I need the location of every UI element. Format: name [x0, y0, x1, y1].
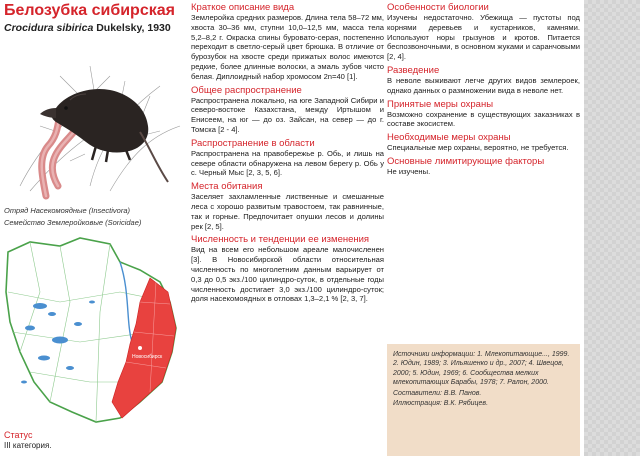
- section-heading: Численность и тенденции ее изменения: [191, 234, 370, 246]
- illustrator-credit: Иллюстрация: В.К. Рябицев.: [393, 400, 489, 408]
- section-heading: Распространение в области: [191, 137, 315, 149]
- taxon-family: Семейство Землеройковые (Soricidae): [4, 218, 142, 227]
- shrew-illustration: [0, 36, 188, 204]
- section-body: Распространена локально, на юге Западной Сибири и северо-востоке Казахстана, между Иртышом и Енисеем, на юг — до оз. Зайсан, на север — до г. Томска [2 - 4].: [191, 95, 384, 134]
- section-body: Специальные мер охраны, вероятно, не требуется.: [387, 143, 569, 153]
- section-body: Заселяет захламленные лиственные и смешанные леса с хорошо развитым травостоем, так равнинные, так и горные. Предпочитает опушки лесов и долины рек [2, 5].: [191, 192, 384, 231]
- sources-box: [387, 344, 580, 456]
- section-protection-taken: [387, 99, 580, 130]
- city-marker: [138, 346, 142, 350]
- section-description: [191, 2, 384, 82]
- section-body: Распространена на правобережье р. Обь, и лишь на севере области обнаружена на левом берегу р. Обь у с. Черный Мыс [2, 3, 5, 6].: [191, 148, 384, 178]
- section-regional-distribution: [191, 138, 384, 178]
- section-body: В неволе выживают легче других видов землероек, однако данных о размножении вида в неволе нет.: [387, 75, 580, 95]
- sources-text: Источники информации: 1. Млекопитающие..., 1999. 2. Юдин, 1989; 3. Ильяшенко и др., 2007; 4. Швецов, 2000; 5. Юдин, 1969; 6. Сообщества мелких млекопитающих Барабы, 1978; 7. Ралон, 2000.: [393, 351, 570, 387]
- section-heading: Основные лимитирующие факторы: [387, 155, 545, 167]
- section-breeding: [387, 65, 580, 96]
- section-limiting-factors: [387, 156, 580, 177]
- distribution-map: [0, 232, 188, 432]
- section-body: Возможно сохранение в существующих заказниках в составе экосистем.: [387, 109, 580, 129]
- section-heading: Места обитания: [191, 181, 263, 193]
- section-heading: Принятые меры охраны: [387, 98, 494, 110]
- section-heading: Разведение: [387, 64, 440, 76]
- section-body: Вид на всем его небольшом ареале малочисленен [3]. В Новосибирской области относительная численность по многолетним данным варьирует от 0,3 до 0,5 экз./100 цилиндро-суток, в отдельные годы численность достигает 3,0 экз./100 цилиндро-суток; доля насекомоядных в отловах 1,3–2,1 % [2, 3, 7].: [191, 245, 384, 304]
- shrew: [40, 89, 168, 182]
- section-general-distribution: [191, 85, 384, 135]
- section-body: Не изучены.: [387, 166, 431, 176]
- status-heading: Статус: [4, 430, 33, 440]
- sources-text-block: [393, 350, 575, 408]
- left-column: [0, 0, 188, 456]
- species-title: Белозубка сибирская: [4, 2, 175, 19]
- taxon-order: Отряд Насекомоядные (Insectivora): [4, 206, 131, 215]
- section-biology: [387, 2, 580, 62]
- species-latin-name: [4, 22, 188, 35]
- section-heading: Краткое описание вида: [191, 2, 295, 13]
- section-protection-needed: [387, 132, 580, 153]
- section-body: Изучены недостаточно. Убежища — пустоты под корнями деревьев и кустарников, камнями. Используют норы грызунов и кротов. Питается беспозвоночными, в основном жуками и саранчовыми [2, 4].: [387, 13, 580, 62]
- section-heading: Особенности биологии: [387, 2, 489, 13]
- latin-binomial: Crocidura sibirica: [4, 22, 94, 34]
- status-value: III категория.: [4, 441, 52, 450]
- section-habitat: [191, 181, 384, 231]
- section-population: [191, 234, 384, 304]
- section-heading: Общее распространение: [191, 84, 302, 96]
- compiler-credit: Составители: В.В. Панов.: [393, 389, 482, 397]
- latin-author: Dukelsky, 1930: [96, 22, 171, 34]
- middle-column: [191, 0, 384, 456]
- city-label: Новосибирск: [132, 354, 163, 360]
- section-body: Землеройка средних размеров. Длина тела 58–72 мм, хвоста 30–36 мм, ступни 10,0–12,5 мм, масса тела 5,2–8,2 г. Окраска спины буровато-серая, постепенно переходит в светло-серый цвет брюшка. В отличие от бурозубок на хвосте среди прижатых волос имеются редкие, более длинные волоски, а эмаль зубов чисто белая. Диплоидный набор хромосом 2n=40 [1].: [191, 13, 384, 81]
- section-heading: Необходимые меры охраны: [387, 132, 511, 144]
